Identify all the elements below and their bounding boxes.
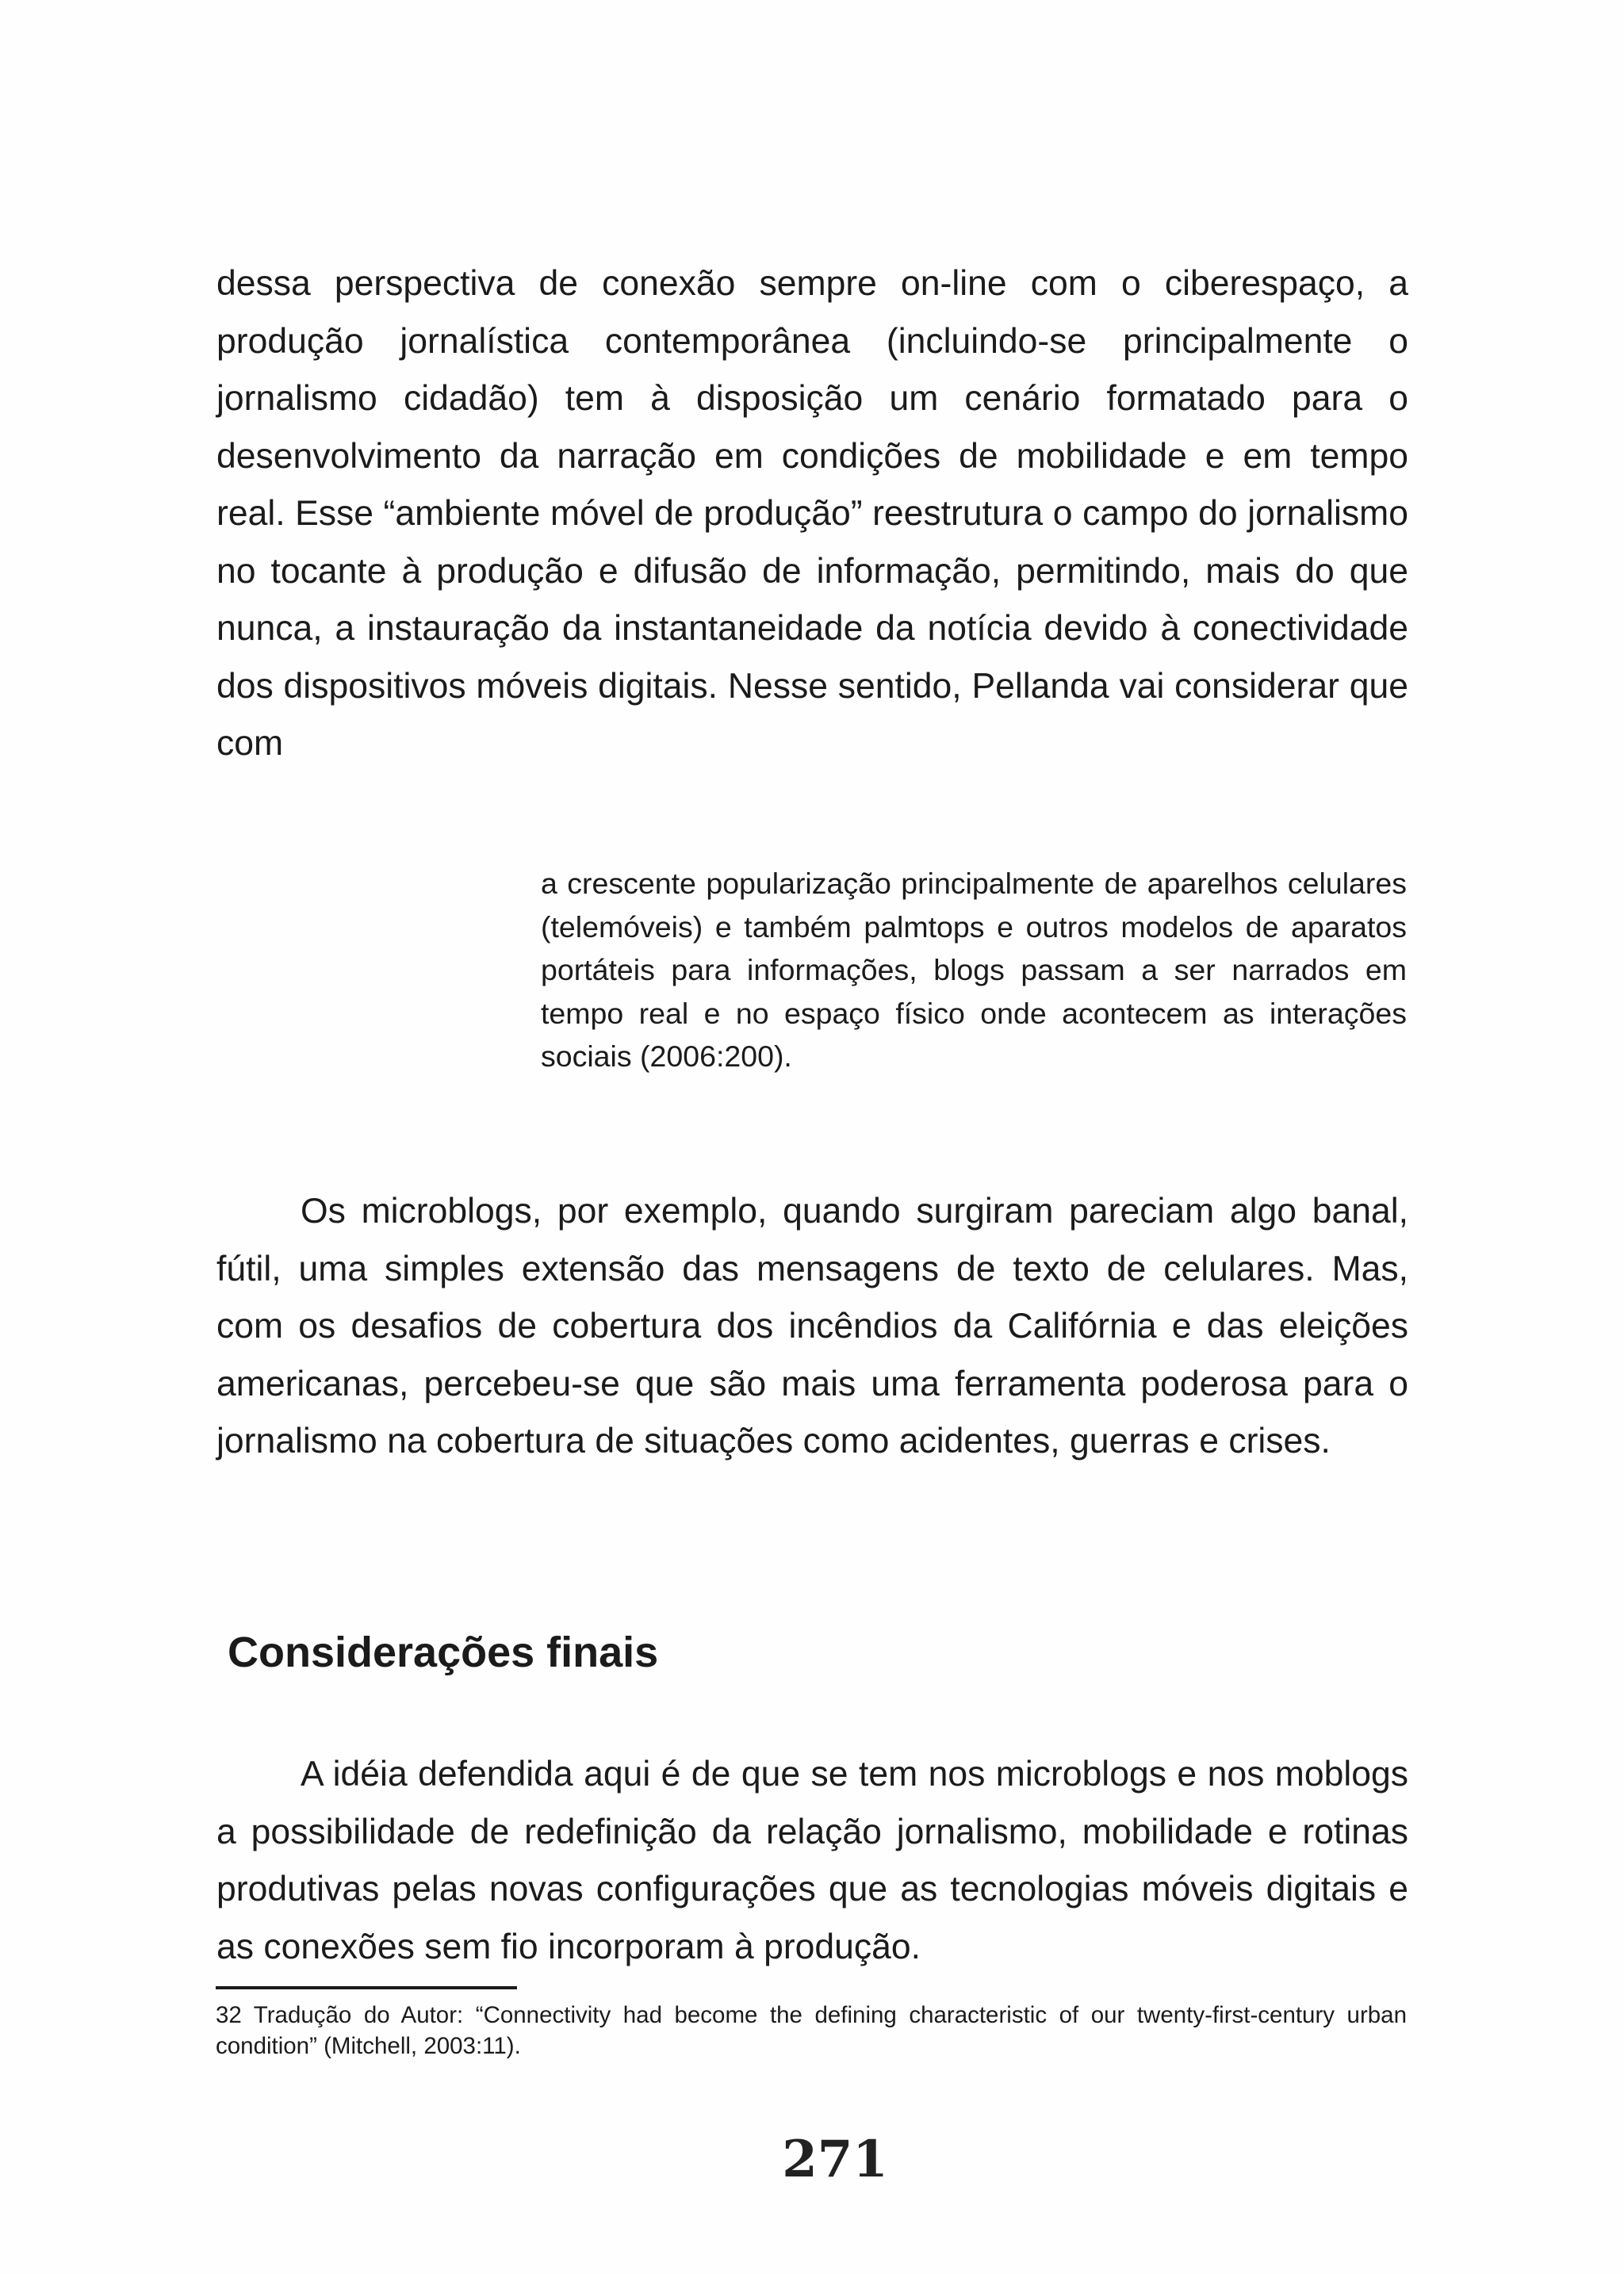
body-paragraph-1: dessa perspectiva de conexão sempre on-line com o ciberespaço, a produção jornalística contemporânea (incluindo-se principalmente o jornalismo cidadão) tem à disposição um cenário formatado para o desenvolvimento da narração em condições de mobilidade e em tempo real. Esse “ambiente móvel de produção” reestrutura o campo do jornalismo no tocante à produção e difusão de informação, permitindo, mais do que nunca, a instauração da instantaneidade da notícia devido à conectividade dos dispositivos móveis digitais. Nesse sentido, Pellanda vai considerar que com [216,264,1408,763]
section-heading: Considerações finais [228,1629,659,1676]
page-number: 271 [782,2130,888,2189]
footnote: 32 Tradução do Autor: “Connectivity had become the defining characteristic of our twenty-first-century urban condition” (Mitchell, 2003:11). [216,2002,1407,2059]
body-paragraph-3: A idéia defendida aqui é de que se tem nos microblogs e nos moblogs a possibilidade de redefinição da relação jornalismo, mobilidade e rotinas produtivas pelas novas configurações que as tecnologias móveis digitais e as conexões sem fio incorporam à produção. [216,1755,1408,1966]
block-quote: a crescente popularização principalmente de aparelhos celulares (telemóveis) e também palmtops e outros modelos de aparatos portáteis para informações, blogs passam a ser narrados em tempo real e no espaço físico onde acontecem as interações sociais (2006:200). [541,867,1407,1073]
body-paragraph-2: Os microblogs, por exemplo, quando surgiram pareciam algo banal, fútil, uma simples extensão das mensagens de texto de celulares. Mas, com os desafios de cobertura dos incêndios da Califórnia e das eleições americanas, percebeu-se que são mais uma ferramenta poderosa para o jornalismo na cobertura de situações como acidentes, guerras e crises. [216,1192,1408,1460]
footnote-separator [216,1986,517,1989]
